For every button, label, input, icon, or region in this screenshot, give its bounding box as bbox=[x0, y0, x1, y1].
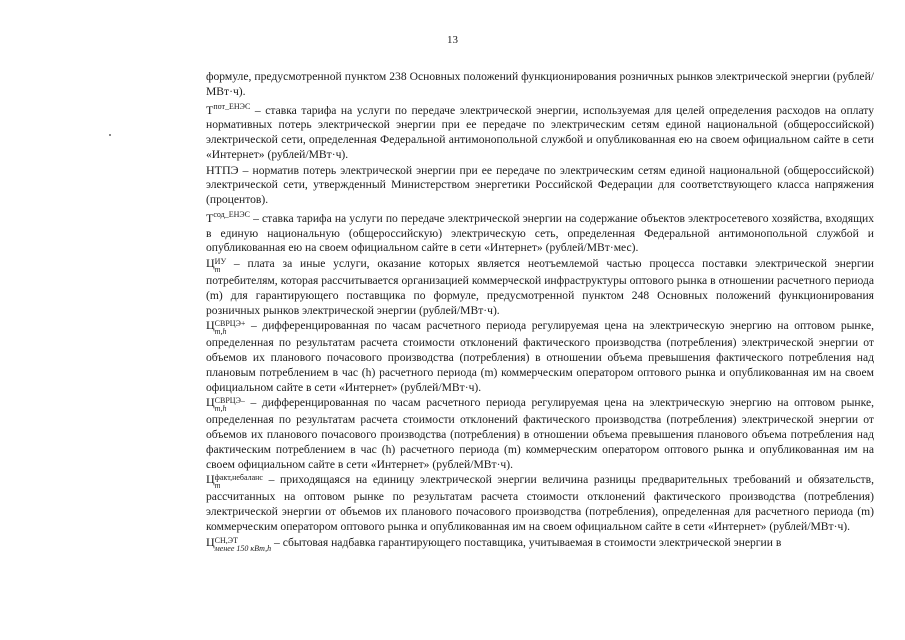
formula-symbol: Т bbox=[206, 210, 214, 225]
formula-symbol: Ц bbox=[206, 395, 215, 410]
formula-indices bbox=[215, 474, 263, 490]
formula-superscript: СВРЦЭ+ bbox=[214, 319, 246, 329]
formula-superscript: пот_ЕНЭС bbox=[213, 101, 251, 111]
formula-subscript: m bbox=[214, 481, 221, 491]
formula-indices bbox=[215, 320, 246, 336]
definition-text: – дифференцированная по часам расчетного периода регулируемая цена на электрическую энергию на оптовом рынке, определенная по результатам расчета стоимости отклонений фактического производства (потребления) электрической энергии от объемов их планового почасового производства (потребления) в отношении объема превышения фактического потребления над плановым потреблением в час (h) расчетного периода (m) коммерческим оператором оптового рынка и опубликованная им на своем официальном сайте в сети «Интернет» (рублей/МВт·ч). bbox=[206, 319, 874, 394]
formula-subscript: менее 150 кВт,h bbox=[214, 543, 272, 553]
formula-subscript: m,h bbox=[214, 327, 227, 337]
definition-text: – сбытовая надбавка гарантирующего поставщика, учитываемая в стоимости электрической энергии в bbox=[271, 535, 782, 549]
definition-c-iu bbox=[206, 256, 874, 318]
document-body bbox=[206, 70, 874, 553]
page-number: 13 bbox=[447, 34, 458, 46]
definition-text: – норматив потерь электрической энергии при ее передаче по электрическим сетям единой национальной (общероссийской) электрической сети, утвержденный Министерством энергетики Российской Федерации для соответствующего класса напряжения (процентов). bbox=[206, 163, 874, 206]
definition-t-pot-enes bbox=[206, 100, 874, 163]
formula-indices bbox=[215, 397, 245, 413]
definition-text: – дифференцированная по часам расчетного периода регулируемая цена на электрическую энергию на оптовом рынке, определенная по результатам расчета стоимости отклонений фактического производства (потребления) электрической энергии от объемов их планового почасового производства (потребления) в отношении объема превышения планового объема потребления над фактическим потреблением в час (h) расчетного периода (m) коммерческим оператором оптового рынка и опубликованная им на своем официальном сайте в сети «Интернет» (рублей/МВт·ч). bbox=[206, 396, 874, 471]
definition-c-fakt-nebalans bbox=[206, 472, 874, 534]
formula-indices bbox=[215, 258, 226, 274]
formula-superscript: СВРЦЭ– bbox=[214, 396, 245, 406]
definition-text: – плата за иные услуги, оказание которых является неотъемлемой частью процесса поставки электрической энергии потребителям, которая рассчитывается организацией коммерческой инфраструктуры оптового рынка в отношении расчетного периода (m) для гарантирующего поставщика по формуле, предусмотренной пунктом 248 Основных положений функционирования розничных рынков электрической энергии (рублей/МВт·ч). bbox=[206, 257, 874, 317]
formula-superscript: сод_ЕНЭС bbox=[213, 209, 251, 219]
definition-text: – приходящаяся на единицу электрической энергии величина разницы предварительных требований и обязательств, рассчитанных на оптовом рынке по результатам расчета стоимости отклонений фактического производства (потребления) электрической энергии от объемов их планового почасового производства (потребления), определенная для расчетного периода (m) коммерческим оператором оптового рынка и опубликованная им на своем официальном сайте в сети «Интернет» (рублей/МВт·ч). bbox=[206, 473, 874, 533]
formula-indices bbox=[215, 537, 271, 553]
formula-subscript: m,h bbox=[214, 404, 227, 414]
formula-subscript: m bbox=[214, 265, 221, 274]
definition-c-svrce-plus bbox=[206, 318, 874, 395]
formula-superscript: факт,небаланс bbox=[214, 473, 263, 483]
formula-symbol: НТПЭ bbox=[206, 162, 239, 177]
formula-symbol: Т bbox=[206, 102, 214, 117]
definition-text: – ставка тарифа на услуги по передаче электрической энергии на содержание объектов электросетевого хозяйства, входящих в единую национальную (общероссийскую) электрическую сеть, определенная Федеральной антимонопольной службой и опубликованная ею на своем официальном сайте в сети «Интернет» (рублей/МВт·мес). bbox=[206, 211, 874, 255]
definition-c-sn-et bbox=[206, 535, 874, 553]
formula-symbol: Ц bbox=[206, 472, 215, 487]
margin-mark bbox=[109, 134, 111, 136]
definition-ntpe bbox=[206, 163, 874, 208]
formula-superscript: СН,ЭТ bbox=[214, 535, 238, 545]
formula-superscript: ИУ bbox=[214, 257, 227, 266]
definition-c-svrce-minus bbox=[206, 395, 874, 472]
paragraph-continuation bbox=[206, 70, 874, 100]
definition-text: – ставка тарифа на услуги по передаче электрической энергии, используемая для целей определения расходов на оплату нормативных потерь электрической энергии при ее передаче по электрическим сетям единой национальной (общероссийской) электрической сети, определенная Федеральной антимонопольной службой и опубликованная ею на своем официальном сайте в сети «Интернет» (рублей/МВт·ч). bbox=[206, 103, 874, 161]
formula-symbol: Ц bbox=[206, 318, 215, 333]
definition-t-sod-enes bbox=[206, 208, 874, 256]
formula-symbol: Ц bbox=[206, 534, 215, 549]
paragraph-text: формуле, предусмотренной пунктом 238 Основных положений функционирования розничных рынков электрической энергии (рублей/МВт·ч). bbox=[206, 70, 874, 98]
formula-symbol: Ц bbox=[206, 256, 215, 270]
